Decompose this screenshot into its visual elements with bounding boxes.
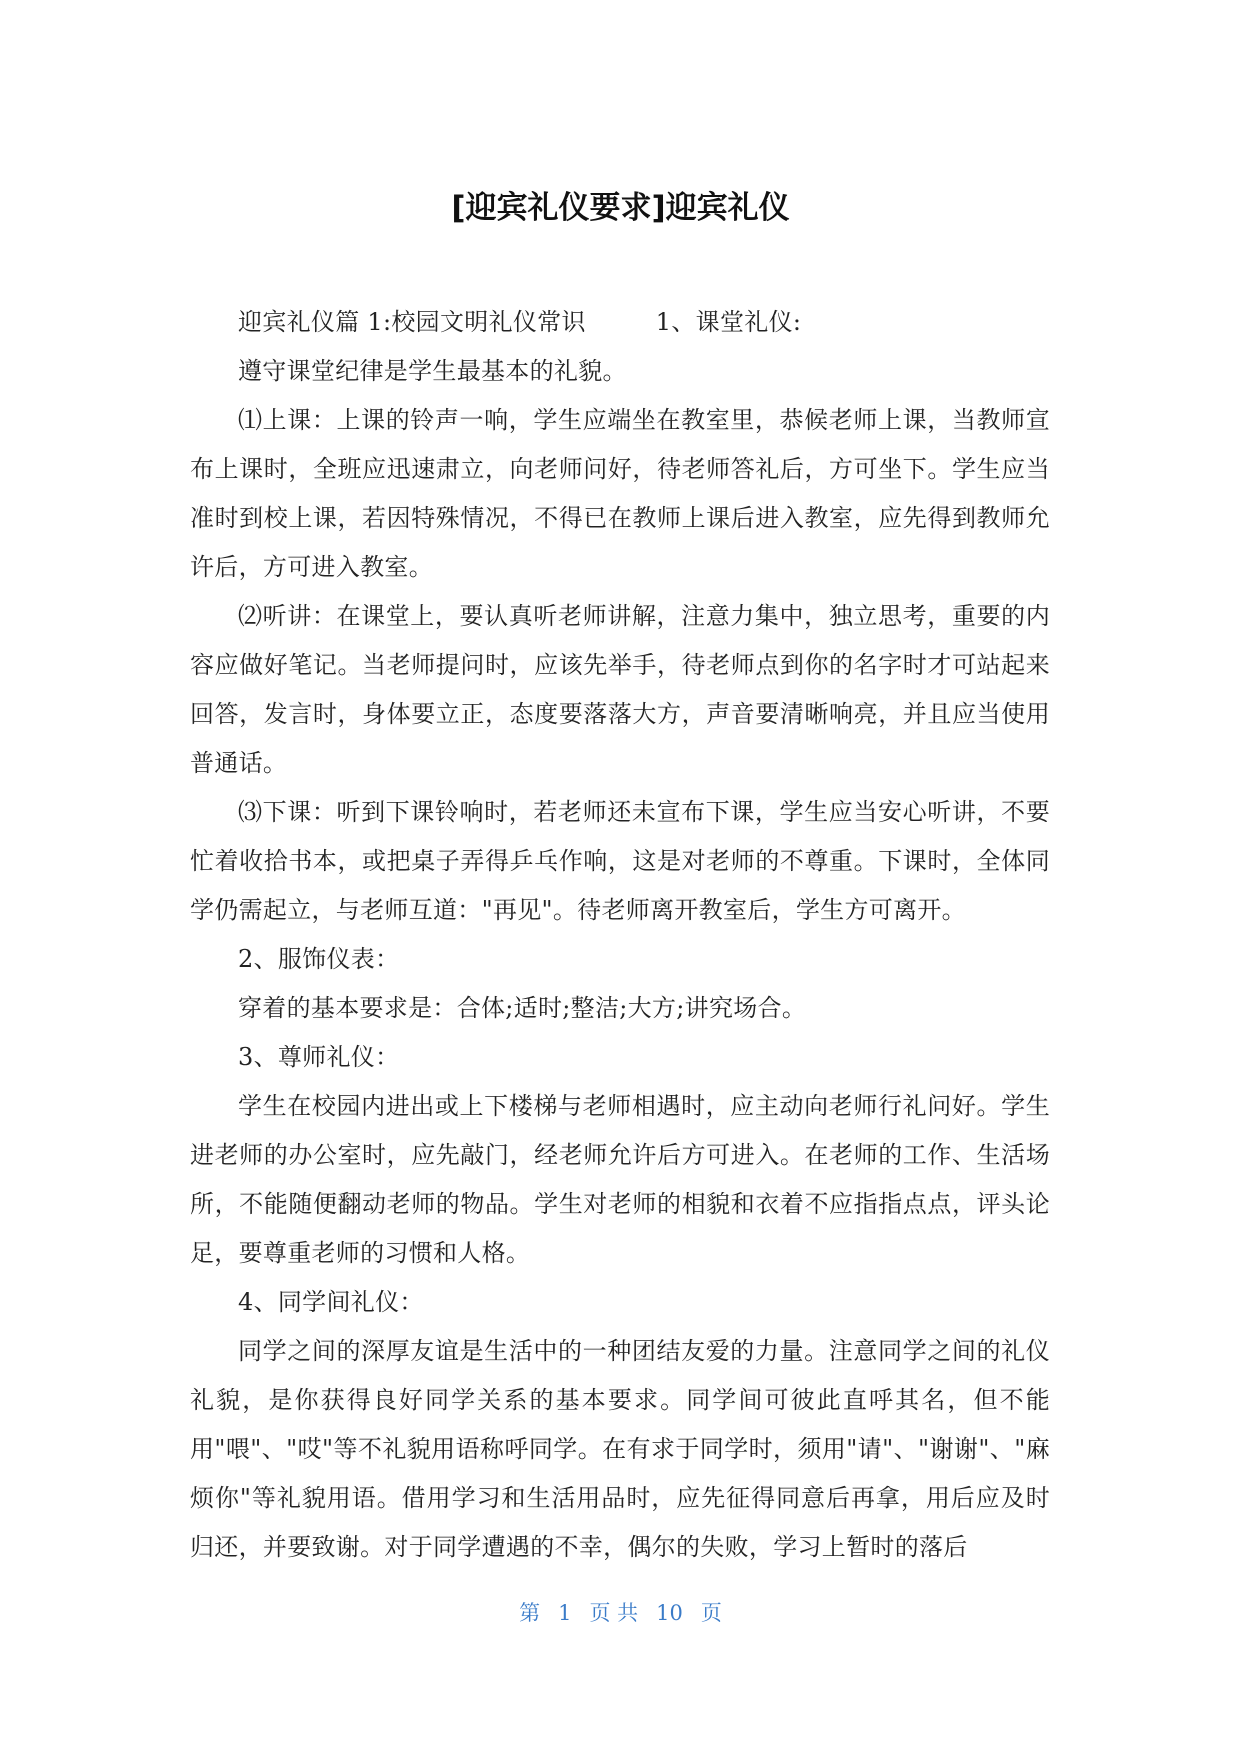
footer-middle: 页 共 [589, 1601, 639, 1625]
paragraph: 学生在校园内进出或上下楼梯与老师相遇时，应主动向老师行礼问好。学生进老师的办公室时，应先敲门，经老师允许后方可进入。在老师的工作、生活场所，不能随便翻动老师的物品。学生对老师的相貌和衣着不应指指点点，评头论足，要尊重老师的习惯和人格。 [190, 1092, 1050, 1267]
intro-left: 迎宾礼仪篇 1:校园文明礼仪常识 [238, 308, 586, 336]
page-footer [0, 1598, 1241, 1628]
intro-paragraph [190, 298, 1050, 347]
paragraph: ⑶下课：听到下课铃响时，若老师还未宣布下课，学生应当安心听讲，不要忙着收拾书本，或把桌子弄得乒乓作响，这是对老师的不尊重。下课时，全体同学仍需起立，与老师互道："再见"。待老师离开教室后，学生方可离开。 [190, 798, 1050, 924]
paragraph: 穿着的基本要求是：合体;适时;整洁;大方;讲究场合。 [238, 994, 807, 1022]
paragraph: ⑴上课：上课的铃声一响，学生应端坐在教室里，恭候老师上课，当教师宣布上课时，全班应迅速肃立，向老师问好，待老师答礼后，方可坐下。学生应当准时到校上课，若因特殊情况，不得已在教师上课后进入教室，应先得到教师允许后，方可进入教室。 [190, 406, 1050, 581]
total-pages-number: 10 [656, 1601, 683, 1625]
current-page-number: 1 [558, 1601, 572, 1625]
paragraph: 遵守课堂纪律是学生最基本的礼貌。 [238, 357, 627, 385]
footer-suffix: 页 [700, 1601, 722, 1625]
paragraph: ⑵听讲：在课堂上，要认真听老师讲解，注意力集中，独立思考，重要的内容应做好笔记。当老师提问时，应该先举手，待老师点到你的名字时才可站起来回答，发言时，身体要立正，态度要落落大方，声音要清晰响亮，并且应当使用普通话。 [190, 602, 1050, 777]
footer-prefix: 第 [519, 1601, 541, 1625]
section-heading: 3、尊师礼仪： [238, 1043, 400, 1071]
document-body [190, 298, 1050, 1572]
section-heading: 2、服饰仪表： [238, 945, 400, 973]
paragraph: 同学之间的深厚友谊是生活中的一种团结友爱的力量。注意同学之间的礼仪礼貌，是你获得良好同学关系的基本要求。同学间可彼此直呼其名，但不能用"喂"、"哎"等不礼貌用语称呼同学。在有求于同学时，须用"请"、"谢谢"、"麻烦你"等礼貌用语。借用学习和生活用品时，应先征得同意后再拿，用后应及时归还，并要致谢。对于同学遭遇的不幸，偶尔的失败，学习上暂时的落后 [190, 1337, 1050, 1561]
intro-right: 1、课堂礼仪: [655, 308, 802, 336]
page-title: [迎宾礼仪要求]迎宾礼仪 [451, 190, 790, 226]
section-heading: 4、同学间礼仪： [238, 1288, 424, 1316]
